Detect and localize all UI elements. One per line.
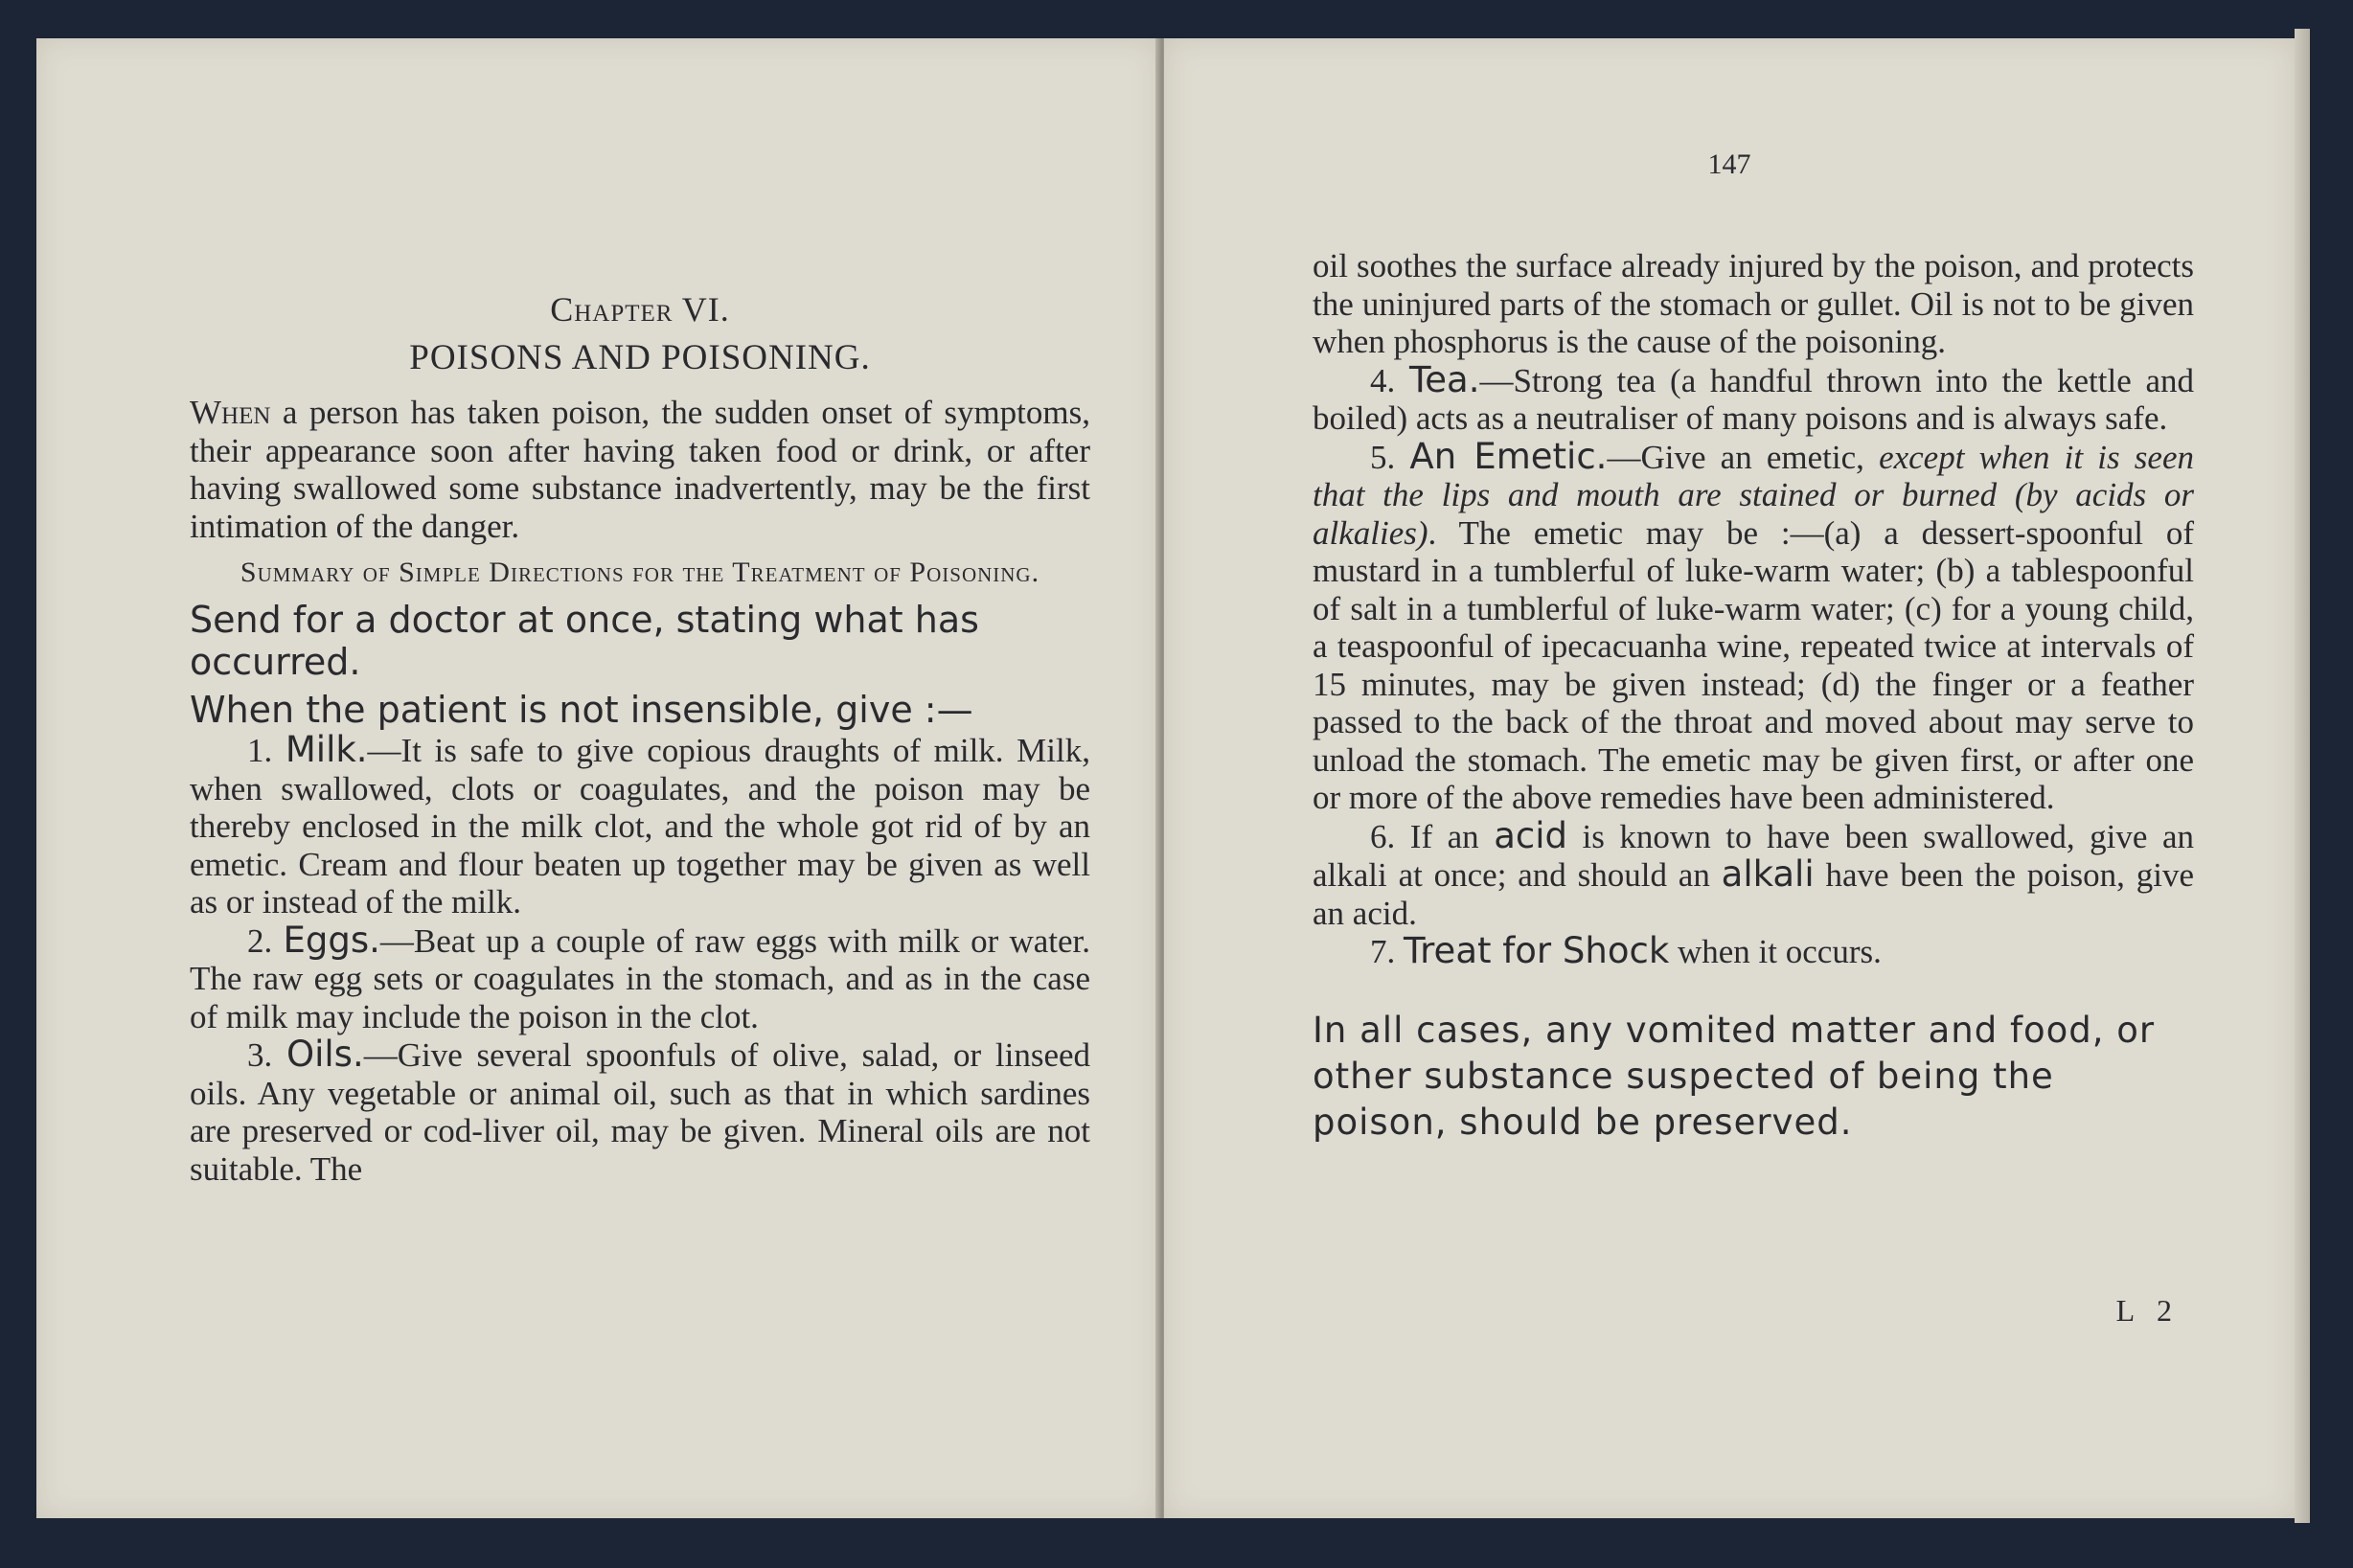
item5-number: 5. <box>1370 438 1396 476</box>
intro-lead-word: When <box>190 394 271 431</box>
item7-number: 7. <box>1370 933 1396 970</box>
send-for-doctor: Send for a doctor at once, stating what has occurred. <box>190 599 979 683</box>
item2-number: 2. <box>247 921 273 960</box>
item1-body: —It is safe to give copious draughts of milk. Milk, when swallowed, clots or coagulates, and the poison may be thereby enclosed in the milk clot, and the whole got rid of by an emetic. Cream and flour beaten up together may be given as well as or instead of the milk. <box>190 732 1090 920</box>
item3-heading: Oils. <box>286 1034 364 1075</box>
left-page <box>36 38 1159 1518</box>
item4-heading: Tea. <box>1408 358 1480 400</box>
item4-number: 4. <box>1370 361 1396 399</box>
intro-body: a person has taken poison, the sudden onset of symptoms, their appearance soon after having taken food or drink, or after having swallowed some substance inadvertently, may be the first intimation of the danger. <box>190 394 1090 545</box>
item5-intro: —Give an emetic, <box>1607 438 1880 476</box>
item2-body: —Beat up a couple of raw eggs with milk or water. The raw egg sets or coagulates in the stomach, and as in the case of milk may include the poison in the clot. <box>190 921 1090 1035</box>
item6-number: 6. <box>1370 817 1396 855</box>
item3-body: —Give several spoonfuls of olive, salad, or linseed oils. Any vegetable or animal oil, such as that in which sardines are preserved or cod-liver oil, may be given. Mineral oils are not suitable. The <box>190 1036 1091 1188</box>
item-milk <box>190 731 1090 921</box>
item5-warning: except when it is seen that the lips and mouth are stained or burned (by acids or alkalies) <box>1313 438 2194 552</box>
item-acid-alkali <box>1313 814 2194 933</box>
item-shock <box>1313 932 2194 971</box>
right-page <box>1164 38 2295 1518</box>
signature-mark: L 2 <box>2115 1293 2180 1328</box>
item6-middle: is known to have been swallowed, give an alkali at once; and should an <box>1313 817 2194 894</box>
item1-number: 1. <box>247 732 273 769</box>
item6-acid: acid <box>1494 814 1567 856</box>
intro-paragraph <box>190 394 1090 545</box>
item-emetic <box>1313 435 2194 817</box>
item4-body: —Strong tea (a handful thrown into the kettle and boiled) acts as a neutraliser of many poisons and is always safe. <box>1313 361 2195 437</box>
oils-continuation: oil soothes the surface already injured by the poison, and protects the uninjured parts of the stomach or gullet. Oil is not to be given when phosphorus is the cause of the poisoning. <box>1313 247 2194 360</box>
page-edge <box>2295 29 2310 1523</box>
item6-intro: If an <box>1395 817 1495 855</box>
closing-note: In all cases, any vomited matter and food, or other substance suspected of being the poison, should be preserved. <box>1313 1009 2156 1143</box>
item-oils <box>190 1035 1090 1188</box>
item6-alkali: alkali <box>1721 853 1815 895</box>
item-eggs <box>190 921 1090 1036</box>
item-tea <box>1313 358 2195 438</box>
chapter-title: POISONS AND POISONING. <box>409 337 871 377</box>
item3-number: 3. <box>247 1036 273 1074</box>
item5-heading: An Emetic. <box>1409 435 1608 477</box>
item7-heading: Treat for Shock <box>1404 930 1670 971</box>
right-page-text <box>1313 247 2194 1146</box>
summary-heading: Summary of Simple Directions for the Treatment of Poisoning. <box>240 557 1040 588</box>
item7-body: when it occurs. <box>1669 933 1882 970</box>
item1-heading: Milk. <box>285 729 368 770</box>
item6-end: have been the poison, give an acid. <box>1313 856 2194 932</box>
when-not-insensible: When the patient is not insensible, give :— <box>190 689 973 731</box>
item2-heading: Eggs. <box>283 919 380 961</box>
page-number: 147 <box>1707 148 1751 180</box>
item5-body: . The emetic may be :—(a) a dessert-spoonful of mustard in a tumblerful of luke-warm water; (b) a tablespoonful of salt in a tumblerful of luke-warm water; (c) for a young child, a teaspoonful of ipecacuanha wine, repeated twice at intervals of 15 minutes, may be given instead; (d) the finger or a feather passed to the back of the throat and moved about may serve to unload the stomach. The emetic may be given first, or after one or more of the above remedies have been administered. <box>1313 513 2194 816</box>
chapter-heading: Chapter VI. <box>550 290 730 329</box>
left-page-text <box>190 291 1090 1188</box>
